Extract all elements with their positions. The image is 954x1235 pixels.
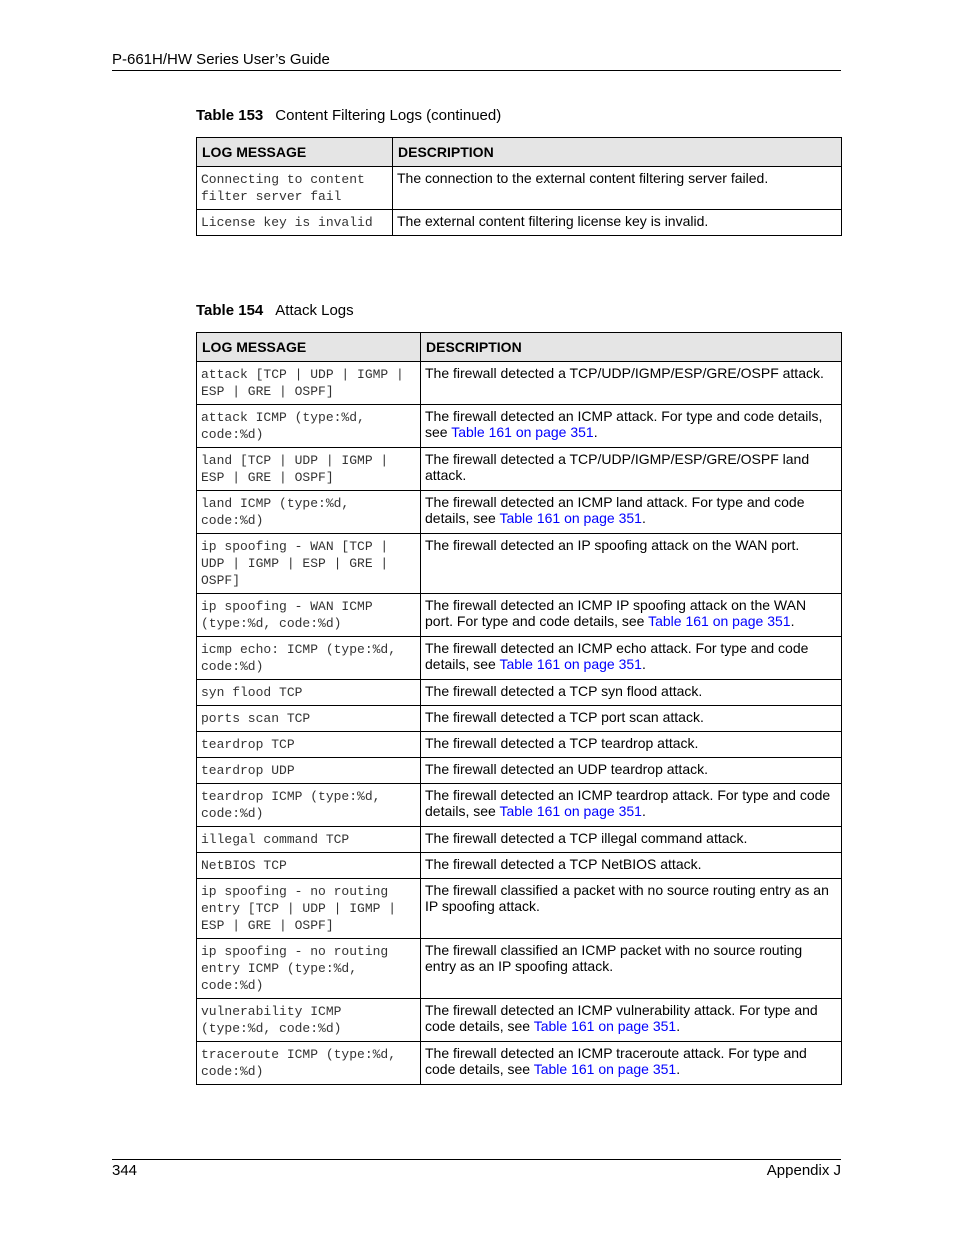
table-153-caption [196,107,501,124]
table-row [197,706,842,732]
description-cell [421,879,842,939]
log-message-cell: teardrop TCP [197,732,421,758]
table-row [197,594,842,637]
log-message-cell: illegal command TCP [197,827,421,853]
table-header-row [197,333,842,362]
description-text: The firewall detected a TCP syn flood attack. [425,683,703,699]
table-row [197,167,842,210]
log-message-cell: attack [TCP | UDP | IGMP | ESP | GRE | OSPF] [197,362,421,405]
description-cell [421,827,842,853]
table-153-body [197,167,842,236]
log-message-cell: land ICMP (type:%d, code:%d) [197,491,421,534]
log-message-cell: Connecting to content filter server fail [197,167,393,210]
log-message-cell: icmp echo: ICMP (type:%d, code:%d) [197,637,421,680]
table-reference-link[interactable]: Table 161 on page 351 [533,1018,677,1034]
description-cell [421,758,842,784]
column-header-log-message: LOG MESSAGE [197,333,421,362]
description-text: The firewall detected a TCP/UDP/IGMP/ESP/GRE/OSPF attack. [425,365,824,381]
table-row [197,784,842,827]
log-message-cell: NetBIOS TCP [197,853,421,879]
description-cell: The firewall detected an ICMP echo attack. For type and code details, see Table 161 on page 351. [421,637,842,680]
log-message-cell: ip spoofing - WAN [TCP | UDP | IGMP | ESP | GRE | OSPF] [197,534,421,594]
description-text: The firewall detected an UDP teardrop attack. [425,761,709,777]
table-reference-link[interactable]: Table 161 on page 351 [499,803,642,819]
log-message-cell: teardrop UDP [197,758,421,784]
table-row [197,405,842,448]
attack-logs-table [196,332,842,1085]
description-cell: The firewall detected an ICMP vulnerability attack. For type and code details, see Table 161 on page 351. [421,999,842,1042]
description-cell [421,534,842,594]
table-row [197,534,842,594]
table-row [197,448,842,491]
description-cell [421,706,842,732]
table-154-caption [196,302,354,319]
description-text: The firewall detected an ICMP teardrop attack. For type and code details, see [425,787,831,819]
table-reference-link[interactable]: Table 161 on page 351 [451,424,594,440]
log-message-cell: syn flood TCP [197,680,421,706]
table-row [197,680,842,706]
description-cell [421,448,842,491]
description-text: The firewall detected a TCP port scan attack. [425,709,704,725]
description-text: The firewall detected a TCP NetBIOS attack. [425,856,702,872]
table-reference-link[interactable]: Table 161 on page 351 [648,613,791,629]
description-text: The firewall detected an ICMP attack. For type and code details, see [425,408,823,440]
table-row [197,210,842,236]
table-row [197,827,842,853]
description-text: The firewall detected a TCP illegal command attack. [425,830,748,846]
table-154-title: Attack Logs [275,302,354,319]
table-row [197,491,842,534]
description-text: The firewall detected an ICMP traceroute attack. For type and code details, see [425,1045,807,1077]
table-row [197,853,842,879]
table-row [197,999,842,1042]
description-cell [393,210,842,236]
table-row [197,758,842,784]
description-cell: The firewall detected an ICMP teardrop attack. For type and code details, see Table 161 on page 351. [421,784,842,827]
log-message-cell: ip spoofing - no routing entry [TCP | UDP | IGMP | ESP | GRE | OSPF] [197,879,421,939]
table-row [197,732,842,758]
table-row [197,362,842,405]
table-153-title: Content Filtering Logs (continued) [275,107,502,124]
log-message-cell: ip spoofing - WAN ICMP (type:%d, code:%d) [197,594,421,637]
table-154-label: Table 154 [196,302,264,319]
description-cell [393,167,842,210]
table-header-row [197,138,842,167]
table-row [197,939,842,999]
log-message-cell: land [TCP | UDP | IGMP | ESP | GRE | OSPF] [197,448,421,491]
table-reference-link[interactable]: Table 161 on page 351 [499,510,642,526]
log-message-cell: vulnerability ICMP (type:%d, code:%d) [197,999,421,1042]
log-message-cell: ip spoofing - no routing entry ICMP (type:%d, code:%d) [197,939,421,999]
description-cell: The firewall detected an ICMP IP spoofing attack on the WAN port. For type and code details, see Table 161 on page 351. [421,594,842,637]
description-text: The external content filtering license key is invalid. [397,213,709,229]
description-text: The firewall classified an ICMP packet with no source routing entry as an IP spoofing attack. [425,942,803,974]
table-154-body [197,362,842,1085]
log-message-cell: traceroute ICMP (type:%d, code:%d) [197,1042,421,1085]
page-number: 344 [112,1162,138,1179]
page-header [112,51,841,71]
column-header-description: DESCRIPTION [393,138,842,167]
guide-title: P-661H/HW Series User’s Guide [112,51,330,68]
description-cell [421,732,842,758]
description-cell: The firewall detected an ICMP attack. For type and code details, see Table 161 on page 351. [421,405,842,448]
table-row [197,1042,842,1085]
section-name: Appendix J [766,1162,841,1179]
content-filtering-logs-table [196,137,842,236]
description-text: The firewall detected an ICMP echo attack. For type and code details, see [425,640,809,672]
table-153-label: Table 153 [196,107,264,124]
description-cell: The firewall detected an ICMP land attack. For type and code details, see Table 161 on page 351. [421,491,842,534]
description-cell [421,680,842,706]
log-message-cell: ports scan TCP [197,706,421,732]
description-text: The connection to the external content filtering server failed. [397,170,769,186]
column-header-description: DESCRIPTION [421,333,842,362]
log-message-cell: attack ICMP (type:%d, code:%d) [197,405,421,448]
description-text: The firewall detected a TCP teardrop attack. [425,735,699,751]
description-text: The firewall detected an IP spoofing attack on the WAN port. [425,537,800,553]
column-header-log-message: LOG MESSAGE [197,138,393,167]
page-footer [112,1159,841,1179]
table-reference-link[interactable]: Table 161 on page 351 [499,656,642,672]
description-text: The firewall classified a packet with no source routing entry as an IP spoofing attack. [425,882,829,914]
description-cell [421,939,842,999]
description-cell [421,362,842,405]
description-text: The firewall detected an ICMP vulnerability attack. For type and code details, see [425,1002,818,1034]
log-message-cell: teardrop ICMP (type:%d, code:%d) [197,784,421,827]
table-reference-link[interactable]: Table 161 on page 351 [533,1061,677,1077]
description-cell: The firewall detected an ICMP traceroute attack. For type and code details, see Table 161 on page 351. [421,1042,842,1085]
description-cell [421,853,842,879]
table-row [197,879,842,939]
description-text: The firewall detected an ICMP land attack. For type and code details, see [425,494,805,526]
description-text: The firewall detected a TCP/UDP/IGMP/ESP/GRE/OSPF land attack. [425,451,810,483]
log-message-cell: License key is invalid [197,210,393,236]
table-row [197,637,842,680]
description-text: The firewall detected an ICMP IP spoofing attack on the WAN port. For type and code details, see [425,597,807,629]
